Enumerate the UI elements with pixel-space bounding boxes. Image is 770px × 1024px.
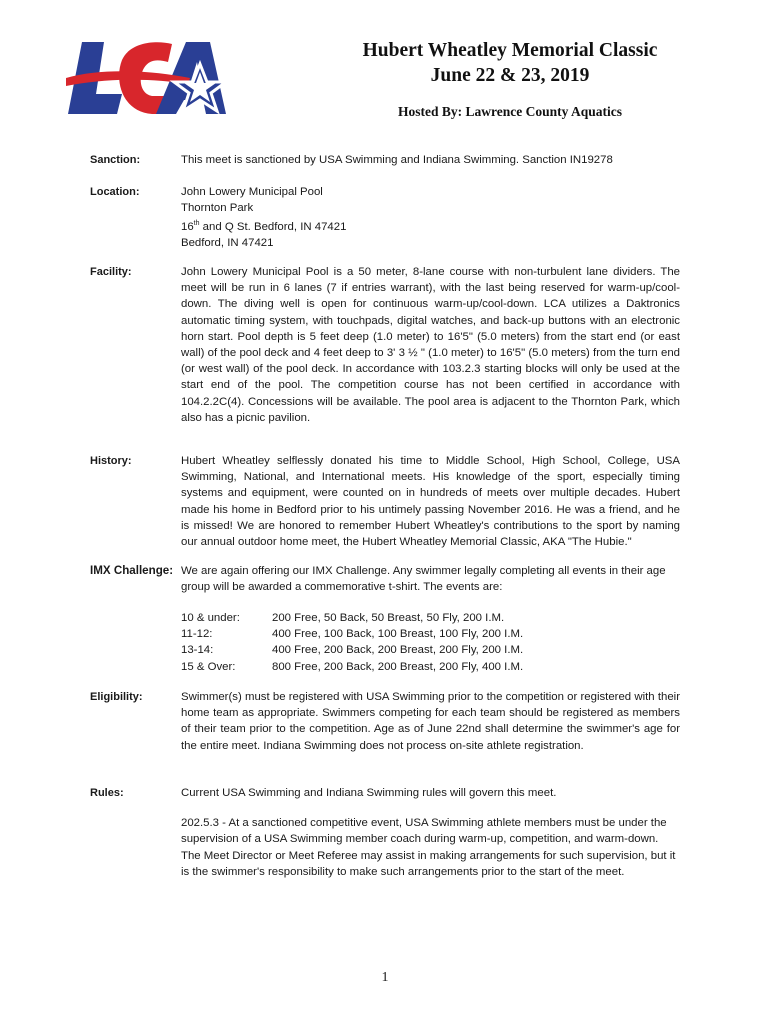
event-list: 400 Free, 100 Back, 100 Breast, 100 Fly, 200 I.M. [272, 628, 524, 641]
meet-title: Hubert Wheatley Memorial Classic [362, 40, 658, 61]
list-item [181, 626, 523, 642]
rules-content [181, 785, 680, 880]
history-text: Hubert Wheatley selflessly donated his time to Middle School, High School, College, USA Swimming, National, and International meets. His knowledge of the sport, especially timing systems and equipment, were counted on in hundreds of meets over multiple decades. Hubert made his home in Bedford prior to his untimely passing November 2016. He was a friend, and he is missed! We are honored to remember Hubert Wheatley's contributions to the sport by naming our annual outdoor home meet, the Hubert Wheatley Memorial Classic, AKA "The Hubie." [181, 455, 680, 549]
eligibility-label: Eligibility: [90, 691, 143, 703]
location-label: Location: [90, 186, 140, 198]
sanction-text: This meet is sanctioned by USA Swimming and Indiana Swimming. Sanction IN19278 [181, 154, 613, 166]
rules-text: Current USA Swimming and Indiana Swimming rules will govern this meet. [181, 787, 557, 799]
hosted-by: Hosted By: Lawrence County Aquatics [397, 104, 622, 119]
imx-events-list [181, 610, 523, 675]
rules-label: Rules: [90, 787, 124, 799]
event-list: 400 Free, 200 Back, 200 Breast, 200 Fly, 200 I.M. [272, 644, 524, 657]
rules-supervision-text: 202.5.3 - At a sanctioned competitive event, USA Swimming athlete members must be under the supervision of a USA Swimming member coach during warm-up, competition, and warm-down. The Meet Director or Meet Referee may assist in making arrangements for such supervision, but it is the swimmer's responsibility to make such arrangements prior to the start of the meet. [181, 817, 676, 878]
sanction-label: Sanction: [90, 154, 141, 166]
event-list: 800 Free, 200 Back, 200 Breast, 200 Fly, 400 I.M. [272, 660, 524, 673]
event-age-group: 11-12: [181, 628, 213, 641]
history-label: History: [90, 455, 132, 467]
list-item [181, 659, 523, 675]
imx-text: We are again offering our IMX Challenge. Any swimmer legally completing all events in their age group will be awarded a commemorative t-shirt. The events are: [181, 565, 666, 594]
meet-dates: June 22 & 23, 2019 [430, 65, 590, 86]
location-line: Thornton Park [181, 202, 254, 215]
list-item [181, 610, 523, 626]
imx-label: IMX Challenge: [90, 564, 174, 577]
location-line: 16th and Q St. Bedford, IN 47421 [181, 220, 347, 234]
location-line: Bedford, IN 47421 [181, 237, 274, 250]
eligibility-text: Swimmer(s) must be registered with USA Swimming prior to the competition or registered with their home team as appropriate. Swimmers competing for each team should be registered as members of their team prior to the competition. Age as of June 22nd shall determine the swimmer's age for the entire meet. Indiana Swimming does not process on-site athlete registration. [181, 691, 680, 752]
event-age-group: 15 & Over: [181, 660, 236, 673]
event-age-group: 13-14: [181, 644, 214, 657]
location-address [181, 184, 680, 252]
location-line: John Lowery Municipal Pool [181, 186, 323, 198]
page-number: 1 [381, 970, 389, 985]
event-list: 200 Free, 50 Back, 50 Breast, 50 Fly, 200 I.M. [272, 612, 505, 624]
facility-text: John Lowery Municipal Pool is a 50 meter, 8-lane course with non-turbulent lane dividers. The meet will be run in 6 lanes (7 if entries warrant), with the last being reserved for warm-up/cool-down. The diving well is open for continuous warm-up/cool-down. LCA utilizes a Daktronics automatic timing system, with touchpads, digital watches, and back-up buttons with an electronic horn start. Pool depth is 5 feet deep (1.0 meter) to 16'5" (5.0 meters) from the start end (or east wall) of the pool deck and 4 feet deep to 3' 3 ½ " (1.0 meter) to 16'5" (5.0 meters) from the turn end (or west wall) of the pool deck. In accordance with 103.2.3 starting blocks will only be used at the start end of the pool. The competition course has not been certified in accordance with 104.2.2C(4). Concessions will be available. The pool area is adjacent to the Thornton Park, which also has a picnic pavilion. [181, 266, 680, 424]
facility-label: Facility: [90, 266, 132, 278]
lca-logo [60, 38, 236, 120]
list-item [181, 642, 523, 658]
event-age-group: 10 & under: [181, 612, 240, 624]
